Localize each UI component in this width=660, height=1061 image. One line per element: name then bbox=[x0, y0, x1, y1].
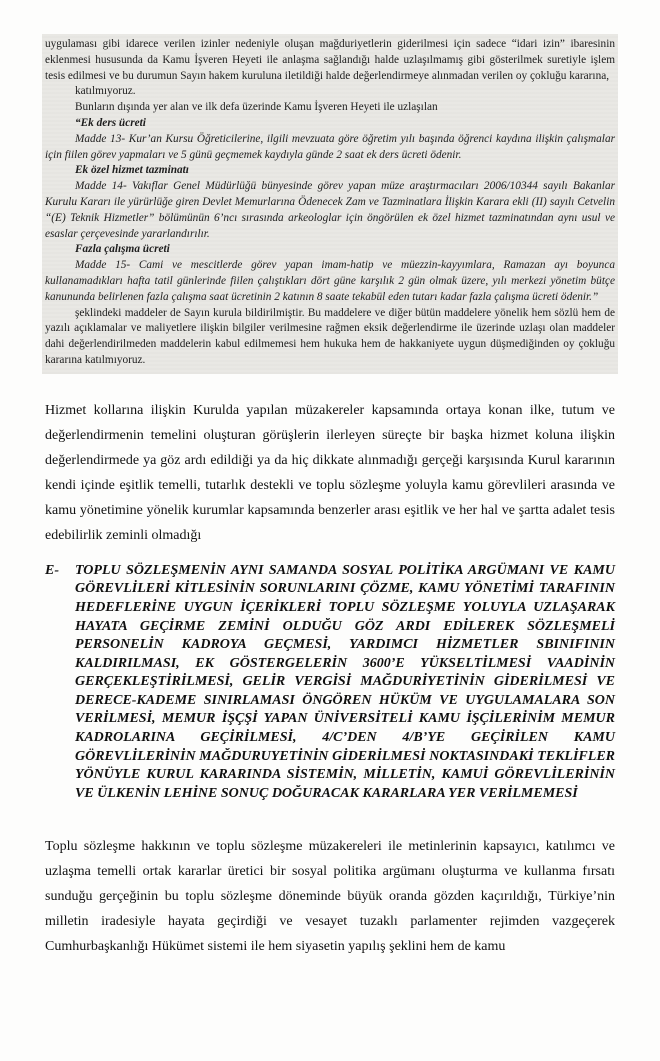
scan-paragraph-seklindeki: şeklindeki maddeler de Sayın kurula bildirilmiştir. Bu maddelere ve diğer bütün maddelere yönelik hem sözlü hem de yazılı açıklamalar ve maliyetlere ilişkin bilgiler verilmesine rağmen eksik değerlendirme ile üzerinde uzlaşı olan maddeler dahi değerlendirilmeden maddelerin kabul edilmemesi hem hukuka hem de hakkaniyete uygun düşmediğinden oy çokluğu kararına katılmıyoruz. bbox=[45, 306, 615, 366]
body-paragraph-toplu: Toplu sözleşme hakkının ve toplu sözleşme müzakereleri ile metinlerinin kapsayıcı, katılımcı ve uzlaşma temelli ortak kararlar üretici bir sosyal politika argümanı oluşturma ve kullanma fırsatı sunduğu gerçeğinin bu toplu sözleşme döneminde büyük oranda gözden kaçırıldığı, Türkiye’nin milletin iradesiyle hayata geçirdiği ve vesayet tuzaklı parlamenter rejimden vazgeçerek Cumhurbaşkanlığı Hükümet sistemi ile hem siyasetin yapılış şeklini hem de kamu bbox=[45, 839, 615, 955]
section-e-label: E- bbox=[45, 562, 59, 578]
quote-madde-15: Madde 15- Cami ve mescitlerde görev yapan imam-hatip ve müezzin-kayyımlara, Ramazan ayı boyunca kullanamadıkları hafta tatil günlerinde fiilen çalıştıkları dört güne karşılık 2 gün olmak üzere, yılı merkezi yönetim bütçe kanununda belirlenen fazla çalışma saat ücretinin 2 katının 8 saate tekabül eden tutarı kadar fazla çalışma ücreti ödenir.” bbox=[45, 259, 615, 303]
quote-madde-14: Madde 14- Vakıflar Genel Müdürlüğü bünyesinde görev yapan müze araştırmacıları 2006/10344 sayılı Bakanlar Kurulu Kararı ile yürürlüğe giren Devlet Memurlarına Ödenecek Zam ve Tazminatlara İlişkin Karara ekli (II) sayılı Cetvelin “(E) Teknik Hizmetler” bölümünün 6’ncı sırasında arkeologlar için öngörülen ek özel hizmet tazminatından aynı usul ve esaslar çerçevesinde yararlandırılır. bbox=[45, 180, 615, 240]
scan-line-bunlarin: Bunların dışında yer alan ve ilk defa üzerinde Kamu İşveren Heyeti ile uzlaşılan bbox=[75, 101, 438, 114]
scan-paragraph-intro: uygulaması gibi idarece verilen izinler nedeniyle oluşan mağduriyetlerin giderilmesi için sadece “idari izin” ibaresinin eklenmesi hususunda da Kamu İşveren Heyeti ile anlaşma sağlandığı halde uzlaşılmamış gibi gösterilmek suretiyle işlem tesis edilmesi ve bu durumun Sayın hakem kuruluna iletildiği halde değerlendirmeye alınmadan verilen oy çokluğu kararına, bbox=[45, 38, 615, 82]
quote-heading-fazla-calisma-ucreti: Fazla çalışma ücreti bbox=[75, 243, 170, 256]
section-e-item bbox=[45, 562, 615, 804]
scanned-opinion-block bbox=[42, 34, 618, 374]
quote-heading-ek-ozel-hizmet-tazminati: Ek özel hizmet tazminatı bbox=[75, 164, 189, 177]
scan-line-katilmiyoruz: katılmıyoruz. bbox=[75, 85, 136, 98]
body-paragraph-hizmet: Hizmet kollarına ilişkin Kurulda yapılan müzakereler kapsamında ortaya konan ilke, tutum ve değerlendirmenin temelini oluşturan görüşlerin ilerleyen süreçte bir başka hizmet koluna ilişkin değerlendirmede ya göz ardı edildiği ya da hiç dikkate alınmadığı gerçeği karşısında Kurul kararının kendi içinde eşitlik temelli, tutarlık destekli ve toplu sözleşme yoluyla kamu görevlileri arasında ve kamu yönetimine yönelik kurumlar kapsamında benzerler arası eşitlik ve her hal ve şartta adalet tesis edebilirlik zeminli olmadığı bbox=[45, 402, 615, 543]
quote-heading-ek-ders-ucreti: “Ek ders ücreti bbox=[75, 116, 146, 129]
quote-madde-13: Madde 13- Kur’an Kursu Öğreticilerine, ilgili mevzuata göre öğretim yılı başında öğrenci kaydına ilişkin çalışmalar için fiilen görev yapmaları ve 5 günü geçmemek kaydıyla günde 2 saat ek ders ücreti ödenir. bbox=[45, 132, 615, 161]
section-e-text: TOPLU SÖZLEŞMENİN AYNI SAMANDA SOSYAL POLİTİKA ARGÜMANI VE KAMU GÖREVLİLERİ KİTLESİNİN SORUNLARINI ÇÖZME, KAMU YÖNETİMİ TARAFININ HEDEFLERİNE UYGUN İÇERİKLERİ TOPLU SÖZLEŞME YOLUYLA UZLAŞARAK HAYATA GEÇİRME ZEMİNİ OLDUĞU GÖZ ARDI EDİLEREK SÖZLEŞMELİ PERSONELİN KADROYA GEÇMESİ, YARDIMCI HİZMETLER SBINIFININ KALDIRILMASI, EK GÖSTERGELERİN 3600’E YÜKSELTİLMESİ VAADİNİN GERÇEKLEŞTİRİLMESİ, GELİR VERGİSİ MAĞDURİYETİNİN GİDERİLMESİ VE DERECE-KADEME SINIRLAMASI ÖNGÖREN HÜKÜM VE UYGULAMALARA SON VERİLMESİ, MEMUR İŞÇŞİ YAPAN ÜNİVERSİTELİ KAMU İŞÇİLERİNİM MEMUR KADROLARINA GEÇİRİLMESİ, 4/C’DEN 4/B’YE GEÇİRİLEN KAMU GÖREVLİLERİNİN MAĞDURUYETİNİN GİDERİLMESİ NOKTASINDAKİ TEKLİFLER YÖNÜYLE KURUL KARARINDA SİSTEMİN, MİLLETİN, KAMUİ GÖREVLİLERİNİN VE ÜLKENİN LEHİNE SONUÇ DOĞURACAK KARARLARA YER VERİLMEMESİ bbox=[75, 562, 615, 801]
